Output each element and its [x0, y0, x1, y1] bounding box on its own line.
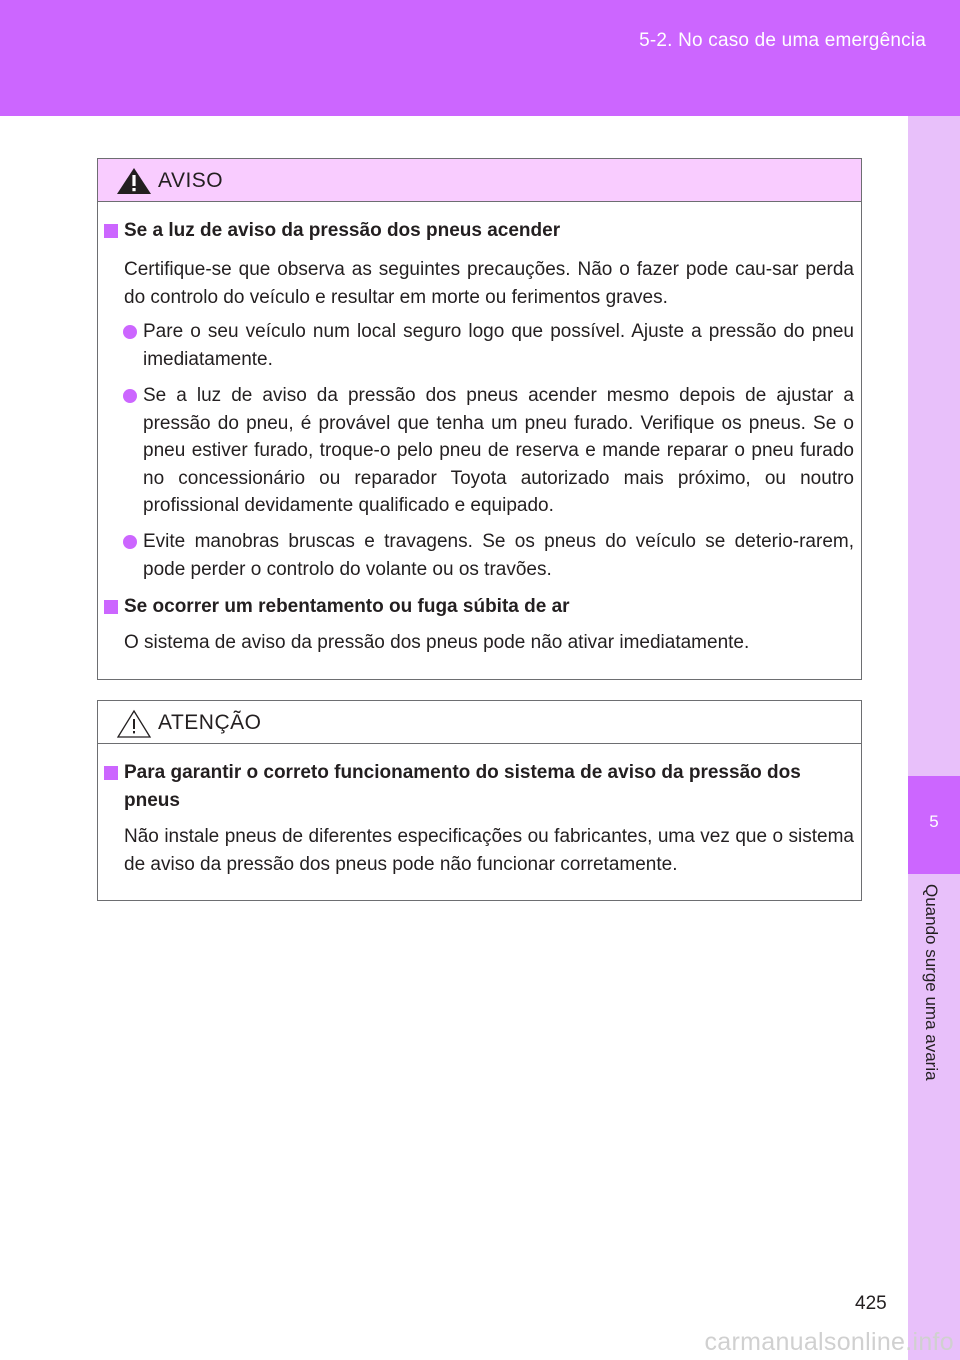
- side-tab-upper: [908, 116, 960, 776]
- warning-heading: AVISO: [158, 169, 224, 192]
- warning-box-header: [98, 159, 861, 202]
- section-title: 5-2. No caso de uma emergência: [639, 30, 926, 51]
- chapter-label: Quando surge uma avaria: [922, 884, 941, 1081]
- warning-item-text-2: O sistema de aviso da pressão dos pneus pode não ativar imediatamente.: [124, 632, 750, 653]
- square-bullet-icon: [104, 224, 118, 238]
- square-bullet-icon: [104, 766, 118, 780]
- caution-item-text-1: Não instale pneus de diferentes especificações ou fabricantes, uma vez que o sistema de aviso da pressão dos pneus pode não funcionar corretamente.: [124, 826, 854, 875]
- square-bullet-icon: [104, 600, 118, 614]
- watermark: carmanualsonline.info: [704, 1328, 954, 1356]
- warning-bullet-1: Pare o seu veículo num local seguro logo que possível. Ajuste a pressão do pneu imediatamente.: [143, 318, 854, 373]
- warning-bullet-3: Evite manobras bruscas e travagens. Se os pneus do veículo se deterio-rarem, pode perder o controlo do volante ou os travões.: [143, 528, 854, 583]
- page-number: 425: [855, 1293, 887, 1314]
- warning-item-title-2: Se ocorrer um rebentamento ou fuga súbita de ar: [98, 593, 861, 621]
- warning-item-title-1: Se a luz de aviso da pressão dos pneus acender: [98, 217, 861, 245]
- circle-bullet-icon: [123, 325, 137, 339]
- warning-triangle-icon: [116, 167, 152, 195]
- circle-bullet-icon: [123, 389, 137, 403]
- warning-box: [97, 158, 862, 680]
- warning-item-text-1: Certifique-se que observa as seguintes precauções. Não o fazer pode cau-sar perda do controlo do veículo e resultar em morte ou ferimentos graves.: [124, 259, 854, 308]
- chapter-number-tab[interactable]: 5: [908, 776, 960, 874]
- warning-bullet-2: Se a luz de aviso da pressão dos pneus acender mesmo depois de ajustar a pressão do pneu, é provável que tenha um pneu furado. Verifique os pneus. Se o pneu estiver furado, troque-o pelo pneu de reserva e mande reparar o pneu furado no concessionário ou reparador Toyota autorizado mais próximo, ou noutro profissional devidamente qualificado e equipado.: [143, 382, 854, 520]
- caution-box-header: [98, 701, 861, 744]
- header-band: [0, 0, 960, 116]
- caution-box: [97, 700, 862, 901]
- circle-bullet-icon: [123, 535, 137, 549]
- caution-item-title-1: Para garantir o correto funcionamento do sistema de aviso da pressão dos pneus: [98, 759, 861, 815]
- caution-triangle-icon: [116, 709, 152, 739]
- caution-heading: ATENÇÃO: [158, 711, 262, 734]
